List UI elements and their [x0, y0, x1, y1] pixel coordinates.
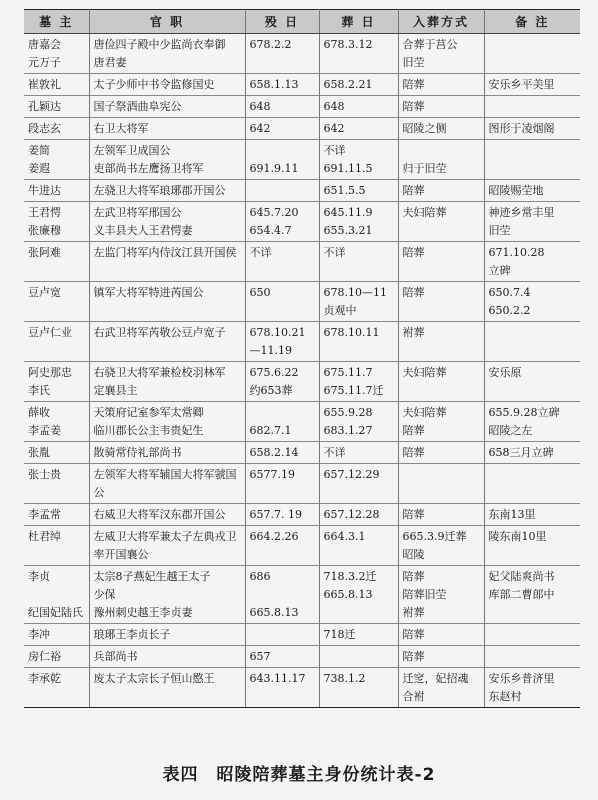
cell-burial-date: 不详: [319, 442, 398, 464]
cell-official-post: 国子祭酒曲阜宪公: [89, 96, 245, 118]
cell-tomb-owner: 崔敦礼: [24, 74, 89, 96]
header-burial-method: 入葬方式: [398, 10, 484, 34]
cell-death-date: 不详: [245, 242, 319, 282]
cell-remarks: 东南13里: [484, 504, 580, 526]
cell-death-date: 678.10.21 —11.19: [245, 322, 319, 362]
cell-tomb-owner: 杜君绰: [24, 526, 89, 566]
table-body: [24, 34, 580, 708]
cell-burial-method: [398, 464, 484, 504]
cell-official-post: 左监门将军内侍汶江县开国侯: [89, 242, 245, 282]
cell-death-date: 657.7. 19: [245, 504, 319, 526]
cell-burial-date: 648: [319, 96, 398, 118]
cell-burial-method: 陪葬: [398, 646, 484, 668]
cell-death-date: 6577.19: [245, 464, 319, 504]
cell-burial-method: 陪葬: [398, 180, 484, 202]
table-row: [24, 526, 580, 566]
cell-burial-date: 718迁: [319, 624, 398, 646]
cell-death-date: 650: [245, 282, 319, 322]
cell-burial-method: 陪葬: [398, 504, 484, 526]
cell-burial-method: 665.3.9迁葬 昭陵: [398, 526, 484, 566]
cell-tomb-owner: 阿史那忠 李氏: [24, 362, 89, 402]
cell-burial-date: 718.3.2迁 665.8.13: [319, 566, 398, 624]
cell-burial-date: [319, 646, 398, 668]
cell-tomb-owner: 豆卢宽: [24, 282, 89, 322]
cell-remarks: [484, 646, 580, 668]
table-row: [24, 646, 580, 668]
cell-tomb-owner: 孔颖达: [24, 96, 89, 118]
cell-death-date: 664.2.26: [245, 526, 319, 566]
cell-burial-method: 合葬于莒公 旧茔: [398, 34, 484, 74]
cell-burial-method: 陪葬: [398, 96, 484, 118]
cell-burial-method: 陪葬: [398, 74, 484, 96]
header-tomb-owner: 墓 主: [24, 10, 89, 34]
cell-burial-date: 651.5.5: [319, 180, 398, 202]
cell-burial-method: 迁窆，妃招魂 合袝: [398, 668, 484, 708]
cell-remarks: 陵东南10里: [484, 526, 580, 566]
cell-death-date: 648: [245, 96, 319, 118]
cell-remarks: 650.7.4 650.2.2: [484, 282, 580, 322]
cell-burial-date: 657.12.28: [319, 504, 398, 526]
cell-burial-date: 不详 691.11.5: [319, 140, 398, 180]
cell-burial-method: 陪葬: [398, 442, 484, 464]
cell-death-date: 642: [245, 118, 319, 140]
cell-burial-method: 夫妇陪葬: [398, 202, 484, 242]
cell-remarks: [484, 96, 580, 118]
cell-remarks: 图形于凌烟阁: [484, 118, 580, 140]
table-row: [24, 624, 580, 646]
cell-remarks: [484, 322, 580, 362]
cell-burial-method: 陪葬 陪葬旧茔 袝葬: [398, 566, 484, 624]
cell-burial-date: 不详: [319, 242, 398, 282]
table-row: [24, 402, 580, 442]
cell-remarks: 神迹乡常丰里 旧茔: [484, 202, 580, 242]
table-row: [24, 34, 580, 74]
cell-remarks: 658三月立碑: [484, 442, 580, 464]
cell-remarks: 妃父陆爽尚书 库部二曹郎中: [484, 566, 580, 624]
header-official-post: 官 职: [89, 10, 245, 34]
table-row: [24, 202, 580, 242]
table-row: [24, 504, 580, 526]
cell-tomb-owner: 李冲: [24, 624, 89, 646]
header-burial-date: 葬 日: [319, 10, 398, 34]
cell-tomb-owner: 薛收 李孟姜: [24, 402, 89, 442]
cell-tomb-owner: 唐嘉会 元万子: [24, 34, 89, 74]
cell-official-post: 左骁卫大将军琅琊郡开国公: [89, 180, 245, 202]
table-row: [24, 140, 580, 180]
cell-tomb-owner: 李承乾: [24, 668, 89, 708]
cell-official-post: 左威卫大将军兼太子左典戎卫率开国襄公: [89, 526, 245, 566]
cell-official-post: 太宗8子燕妃生越王太子 少保 豫州刺史越王李贞妻: [89, 566, 245, 624]
cell-tomb-owner: 牛进达: [24, 180, 89, 202]
cell-burial-date: 678.10—11 贞观中: [319, 282, 398, 322]
header-row: [24, 10, 580, 34]
cell-burial-date: 664.3.1: [319, 526, 398, 566]
cell-tomb-owner: 房仁裕: [24, 646, 89, 668]
cell-death-date: [245, 180, 319, 202]
cell-official-post: 右威卫大将军汉东郡开国公: [89, 504, 245, 526]
cell-official-post: 右武卫将军芮敬公豆卢宽子: [89, 322, 245, 362]
cell-burial-method: 夫妇陪葬: [398, 362, 484, 402]
cell-burial-date: 657.12.29: [319, 464, 398, 504]
table-row: [24, 668, 580, 708]
cell-official-post: 左武卫将军邢国公 义丰县夫人王君愕妻: [89, 202, 245, 242]
cell-official-post: 天策府记室参军太常卿 临川郡长公主韦贵妃生: [89, 402, 245, 442]
cell-death-date: 678.2.2: [245, 34, 319, 74]
table-row: [24, 118, 580, 140]
table-row: [24, 322, 580, 362]
cell-remarks: [484, 140, 580, 180]
cell-death-date: 682.7.1: [245, 402, 319, 442]
cell-tomb-owner: 李贞 纪国妃陆氏: [24, 566, 89, 624]
cell-burial-date: 678.3.12: [319, 34, 398, 74]
cell-death-date: 657: [245, 646, 319, 668]
cell-burial-date: 655.9.28 683.1.27: [319, 402, 398, 442]
cell-remarks: 昭陵赐茔地: [484, 180, 580, 202]
cell-official-post: 左领军卫成国公 吏部尚书左鹰扬卫将军: [89, 140, 245, 180]
cell-official-post: 散骑常侍礼部尚书: [89, 442, 245, 464]
cell-tomb-owner: 豆卢仁业: [24, 322, 89, 362]
cell-tomb-owner: 张士贵: [24, 464, 89, 504]
cell-official-post: 兵部尚书: [89, 646, 245, 668]
cell-remarks: 655.9.28立碑 昭陵之左: [484, 402, 580, 442]
cell-remarks: 安乐原: [484, 362, 580, 402]
cell-burial-method: 归于旧茔: [398, 140, 484, 180]
cell-tomb-owner: 王君愕 张廉穆: [24, 202, 89, 242]
table-row: [24, 282, 580, 322]
cell-death-date: 691.9.11: [245, 140, 319, 180]
cell-official-post: 太子少师中书令监修国史: [89, 74, 245, 96]
cell-burial-date: 738.1.2: [319, 668, 398, 708]
cell-remarks: [484, 34, 580, 74]
cell-burial-method: 夫妇陪葬 陪葬: [398, 402, 484, 442]
burial-table: [24, 9, 580, 708]
cell-burial-method: 袝葬: [398, 322, 484, 362]
cell-tomb-owner: 张胤: [24, 442, 89, 464]
header-death-date: 殁 日: [245, 10, 319, 34]
cell-death-date: 658.2.14: [245, 442, 319, 464]
header-remarks: 备 注: [484, 10, 580, 34]
table-row: [24, 464, 580, 504]
cell-tomb-owner: 段志玄: [24, 118, 89, 140]
cell-death-date: 658.1.13: [245, 74, 319, 96]
table-row: [24, 74, 580, 96]
cell-official-post: 左领军大将军辅国大将军虢国公: [89, 464, 245, 504]
table-row: [24, 442, 580, 464]
table-row: [24, 362, 580, 402]
cell-burial-date: 678.10.11: [319, 322, 398, 362]
cell-official-post: 镇军大将军特进芮国公: [89, 282, 245, 322]
cell-burial-date: 658.2.21: [319, 74, 398, 96]
cell-burial-method: 陪葬: [398, 624, 484, 646]
cell-death-date: 643.11.17: [245, 668, 319, 708]
table-row: [24, 96, 580, 118]
cell-official-post: 废太子太宗长子恒山愍王: [89, 668, 245, 708]
cell-tomb-owner: 李孟常: [24, 504, 89, 526]
cell-official-post: 唐俭四子殿中少监尚衣奉御 唐君妻: [89, 34, 245, 74]
cell-remarks: 671.10.28 立碑: [484, 242, 580, 282]
cell-death-date: 645.7.20 654.4.7: [245, 202, 319, 242]
cell-burial-date: 675.11.7 675.11.7迁: [319, 362, 398, 402]
table-row: [24, 566, 580, 624]
cell-remarks: [484, 464, 580, 504]
cell-remarks: 安乐乡平美里: [484, 74, 580, 96]
table-caption: 表四 昭陵陪葬墓主身份统计表-2: [162, 765, 436, 785]
table-row: [24, 180, 580, 202]
cell-burial-method: 昭陵之侧: [398, 118, 484, 140]
cell-tomb-owner: 姜简 姜遐: [24, 140, 89, 180]
cell-burial-method: 陪葬: [398, 242, 484, 282]
cell-death-date: 675.6.22 约653葬: [245, 362, 319, 402]
cell-official-post: 琅琊王李贞长子: [89, 624, 245, 646]
table-row: [24, 242, 580, 282]
cell-burial-method: 陪葬: [398, 282, 484, 322]
cell-death-date: 686 665.8.13: [245, 566, 319, 624]
cell-remarks: 安乐乡普济里 东赵村: [484, 668, 580, 708]
cell-official-post: 右骁卫大将军兼检校羽林军 定襄县主: [89, 362, 245, 402]
cell-remarks: [484, 624, 580, 646]
cell-burial-date: 645.11.9 655.3.21: [319, 202, 398, 242]
cell-burial-date: 642: [319, 118, 398, 140]
cell-official-post: 右卫大将军: [89, 118, 245, 140]
cell-death-date: [245, 624, 319, 646]
cell-tomb-owner: 张阿难: [24, 242, 89, 282]
